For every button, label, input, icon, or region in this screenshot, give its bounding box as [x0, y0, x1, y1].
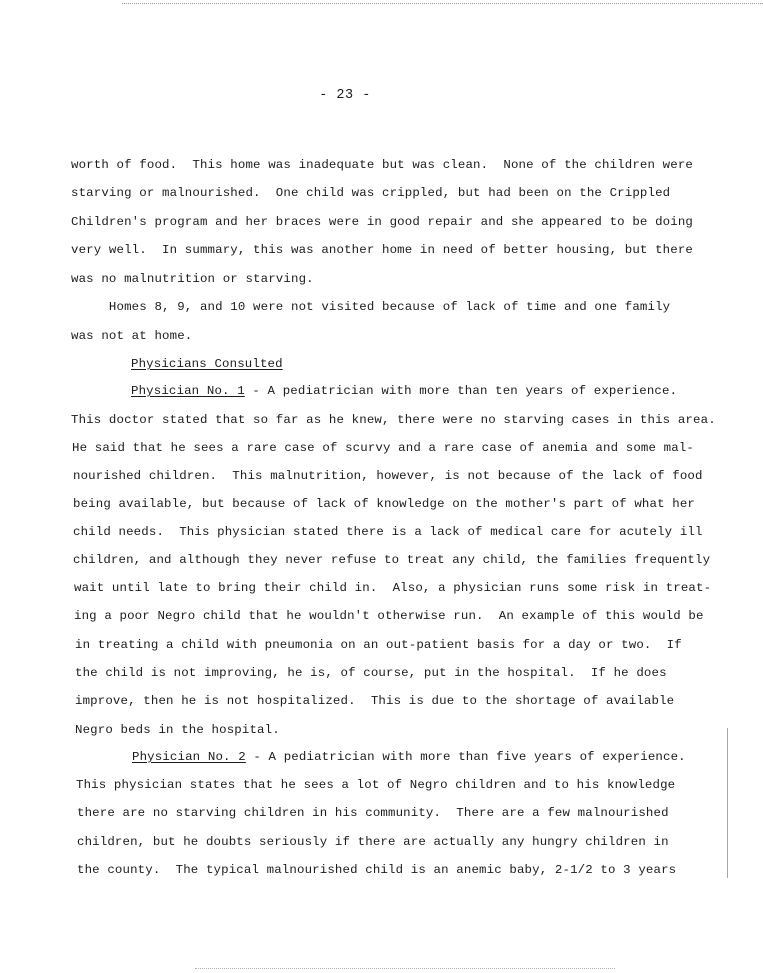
- physician-2-description: - A pediatrician with more than five years of experience.: [245, 750, 686, 764]
- text-line: Negro beds in the hospital.: [75, 723, 280, 737]
- text-line: in treating a child with pneumonia on an out-patient basis for a day or two. If: [75, 638, 682, 652]
- text-line: very well. In summary, this was another home in need of better housing, but there: [71, 243, 694, 257]
- margin-scan-mark: [727, 728, 728, 878]
- text-line: wait until late to bring their child in. Also, a physician runs some risk in treat-: [74, 581, 712, 595]
- text-line: there are no starving children in his community. There are a few malnourished: [77, 806, 669, 820]
- text-line: child needs. This physician stated there is a lack of medical care for acutely ill: [73, 525, 703, 539]
- text-line: This physician states that he sees a lot of Negro children and to his knowledge: [76, 778, 676, 792]
- physician-1-label: Physician No. 1: [131, 384, 245, 398]
- top-scan-edge: [122, 3, 763, 4]
- text-line: children, and although they never refuse to treat any child, the families frequently: [73, 553, 711, 567]
- page-number: - 23 -: [319, 88, 371, 103]
- text-line: being available, but because of lack of knowledge on the mother's part of what her: [73, 497, 696, 511]
- text-line: the child is not improving, he is, of course, put in the hospital. If he does: [75, 666, 667, 680]
- text-line: was no malnutrition or starving.: [71, 272, 314, 286]
- section-heading: Physicians Consulted: [131, 357, 283, 371]
- physician-1-entry: [131, 384, 677, 398]
- text-line: ing a poor Negro child that he wouldn't otherwise run. An example of this would be: [74, 609, 704, 623]
- text-line: worth of food. This home was inadequate but was clean. None of the children were: [71, 158, 694, 172]
- text-line: children, but he doubts seriously if there are actually any hungry children in: [77, 835, 669, 849]
- text-line: Children's program and her braces were in good repair and she appeared to be doing: [71, 215, 694, 229]
- text-line: Homes 8, 9, and 10 were not visited because of lack of time and one family: [71, 300, 671, 314]
- physician-1-description: - A pediatrician with more than ten years of experience.: [244, 384, 678, 398]
- text-line: the county. The typical malnourished child is an anemic baby, 2-1/2 to 3 years: [77, 863, 677, 877]
- bottom-scan-edge: [195, 968, 615, 969]
- text-line: was not at home.: [71, 329, 193, 343]
- physician-2-label: Physician No. 2: [132, 750, 246, 764]
- text-line: starving or malnourished. One child was crippled, but had been on the Crippled: [71, 186, 671, 200]
- text-line: improve, then he is not hospitalized. This is due to the shortage of available: [75, 694, 675, 708]
- text-line: This doctor stated that so far as he knew, there were no starving cases in this area.: [71, 413, 716, 427]
- text-line: He said that he sees a rare case of scurvy and a rare case of anemia and some mal-: [72, 441, 695, 455]
- physician-2-entry: [132, 750, 686, 764]
- text-line: nourished children. This malnutrition, however, is not because of the lack of food: [73, 469, 703, 483]
